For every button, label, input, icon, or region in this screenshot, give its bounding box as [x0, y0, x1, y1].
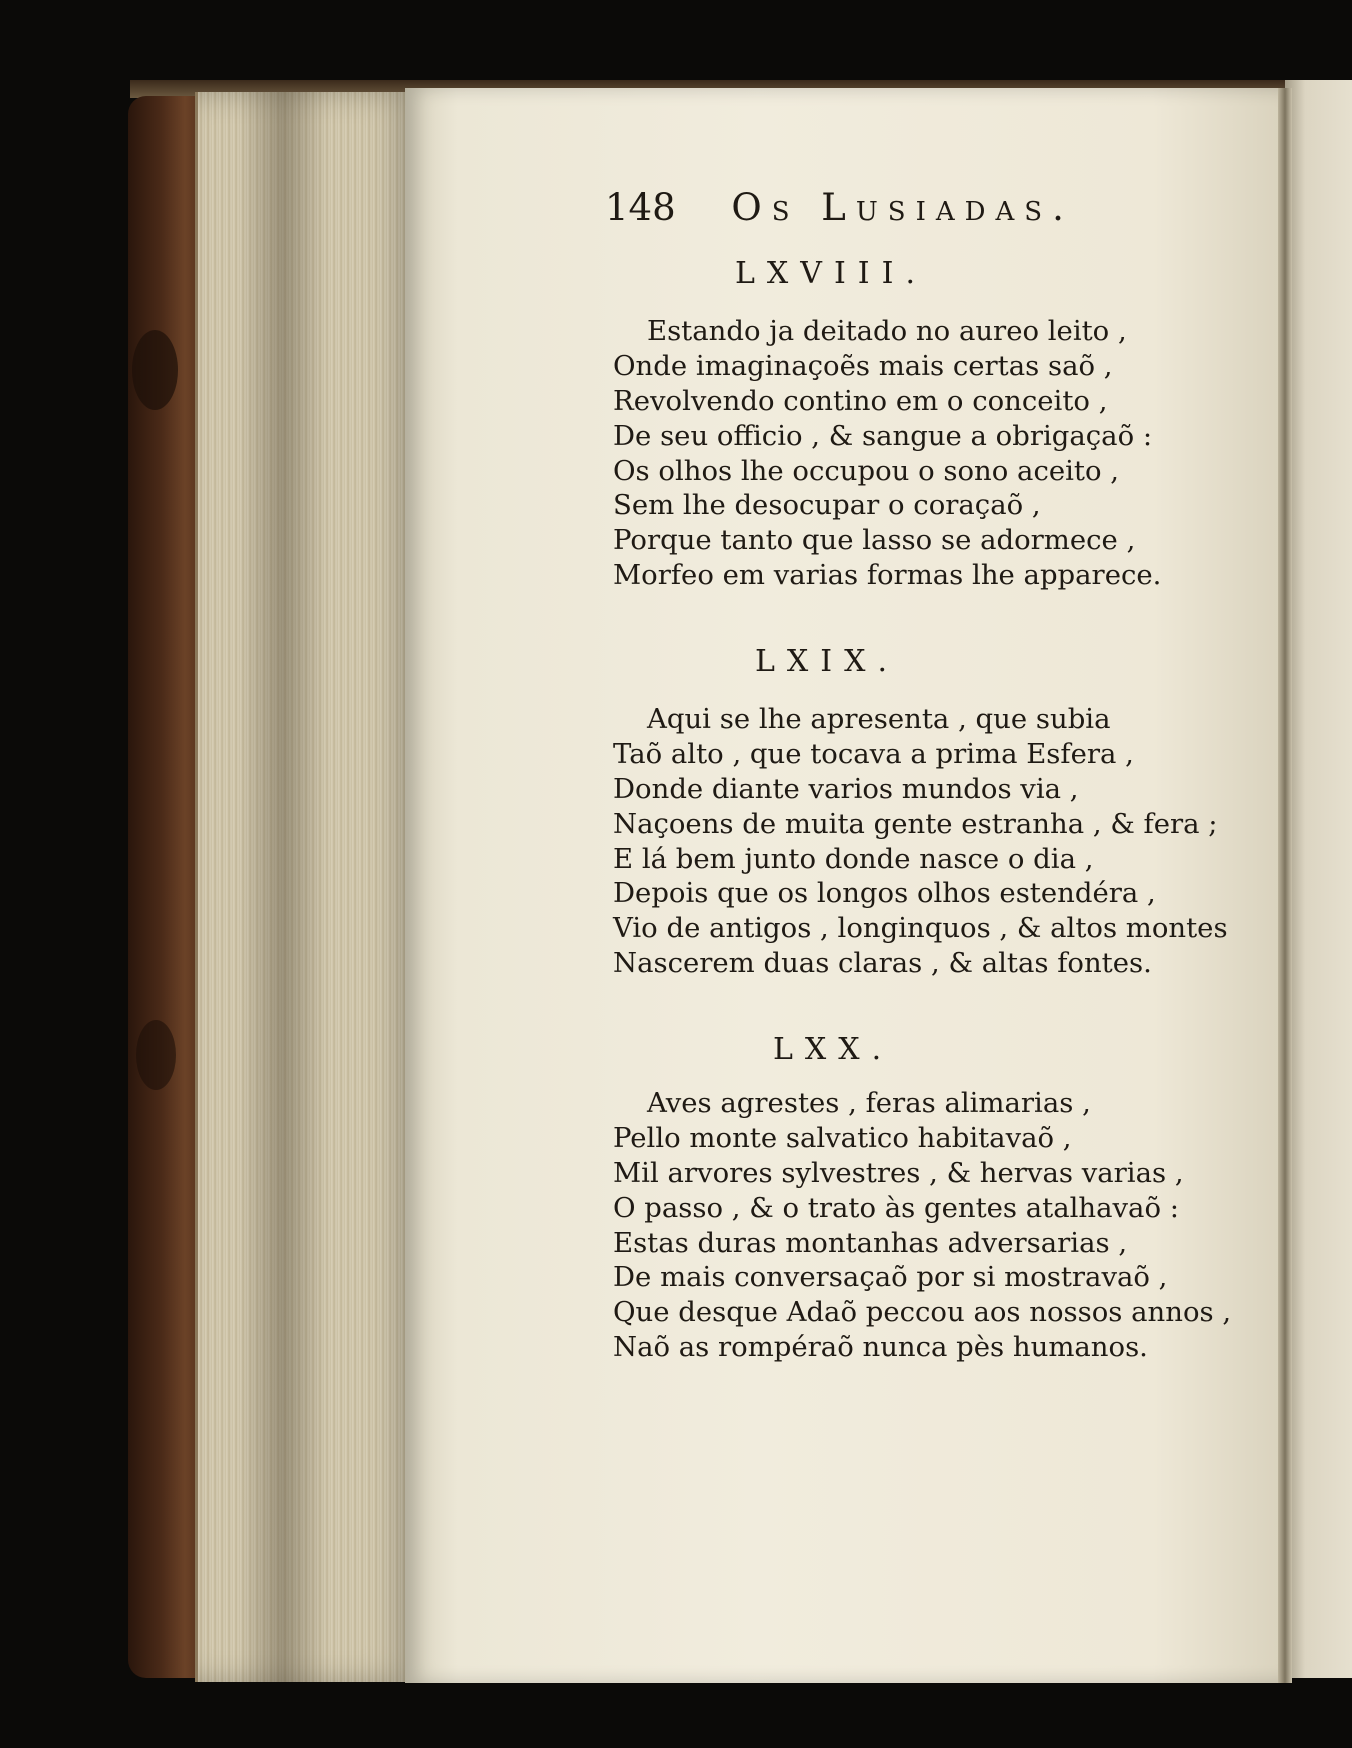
page-block-edges — [195, 92, 418, 1682]
verse-line: Morfeo em varias formas lhe apparece. — [613, 559, 1162, 592]
verse-line: Vio de antigos , longinquos , & altos montes — [613, 912, 1228, 945]
verse-line: Revolvendo contino em o conceito , — [613, 384, 1108, 417]
verse-line: Mil arvores sylvestres , & hervas varias , — [613, 1156, 1184, 1189]
stanza — [613, 1086, 1231, 1365]
verse-line: Nascerem duas claras , & altas fontes. — [613, 947, 1152, 980]
stanza-number: LXVIII. — [735, 256, 928, 291]
running-head — [605, 186, 1074, 229]
stanza-number: LXX. — [773, 1032, 894, 1067]
verse-line: Porque tanto que lasso se adormece , — [613, 524, 1136, 557]
cover-wear-mark — [136, 1020, 176, 1090]
verse-line: Que desque Adaõ peccou aos nossos annos , — [613, 1296, 1232, 1329]
page-gutter — [1278, 88, 1292, 1683]
verse-line: Aqui se lhe apresenta , que subia — [647, 703, 1111, 735]
stanza — [613, 314, 1161, 593]
running-title: Os Lusiadas. — [731, 186, 1074, 229]
verse-line: Estando ja deitado no aureo leito , — [647, 315, 1127, 347]
verse-line: O passo , & o trato às gentes atalhavaõ : — [613, 1191, 1180, 1224]
verse-line: Os olhos lhe occupou o sono aceito , — [613, 454, 1120, 487]
verse-line: Aves agrestes , feras alimarias , — [647, 1087, 1091, 1119]
verse-line: Naçoens de muita gente estranha , & fera ; — [613, 807, 1218, 840]
verse-line: E lá bem junto donde nasce o dia , — [613, 842, 1094, 875]
verse-line: Naõ as rompéraõ nunca pès humanos. — [613, 1331, 1148, 1364]
verse-line: De seu officio , & sangue a obrigaçaõ : — [613, 419, 1153, 452]
verse-line: Donde diante varios mundos via , — [613, 772, 1079, 805]
stanza — [613, 702, 1228, 981]
page-edge-shadow — [238, 92, 328, 1682]
verse-line: Taõ alto , que tocava a prima Esfera , — [613, 737, 1134, 770]
book-page — [405, 88, 1285, 1683]
facing-page-sliver — [1285, 80, 1352, 1678]
verse-line: Depois que os longos olhos estendéra , — [613, 877, 1156, 910]
cover-wear-mark — [132, 330, 178, 410]
verse-line: Onde imaginaçoẽs mais certas saõ , — [613, 349, 1113, 382]
verse-line: Sem lhe desocupar o coraçaõ , — [613, 489, 1041, 522]
page-text — [405, 88, 1285, 1683]
stanza-number: LXIX. — [755, 644, 900, 679]
verse-line: De mais conversaçaõ por si mostravaõ , — [613, 1261, 1168, 1294]
verse-line: Pello monte salvatico habitavaõ , — [613, 1121, 1072, 1154]
page-number: 148 — [605, 186, 676, 229]
verse-line: Estas duras montanhas adversarias , — [613, 1226, 1128, 1259]
